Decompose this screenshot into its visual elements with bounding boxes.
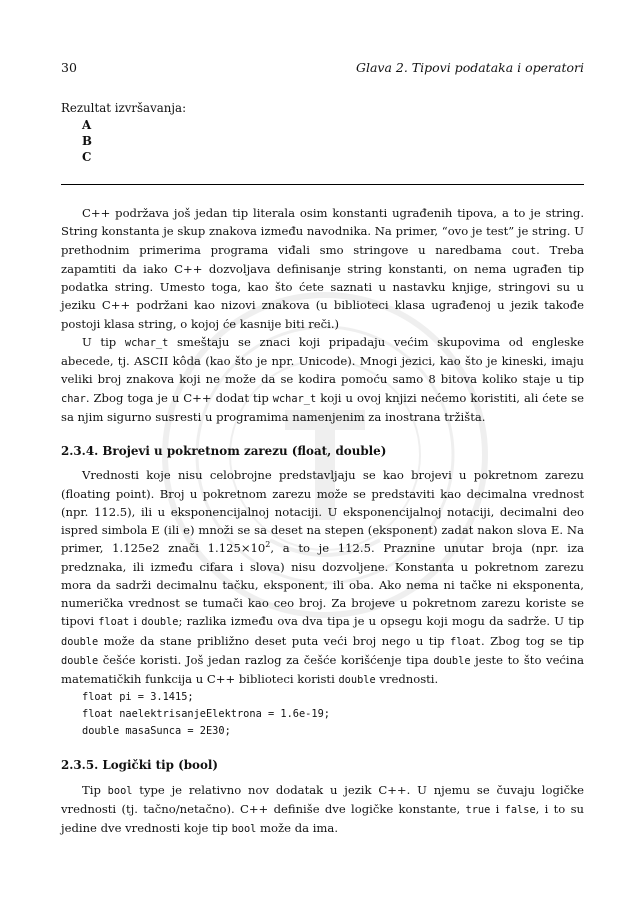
section-heading-floating-point: 2.3.4. Brojevi u pokretnom zarezu (float, double) (61, 444, 387, 458)
paragraph-string-literals: C++ podržava još jedan tip literala osim konstanti ugrađenih tipova, a to je string. String konstanta je skup znakova između navodnika. Na primer, “ovo je test” je string. U prethodnim primerima programa viđali smo stringove u naredbama cout. Treba zapamtiti da iako C++ dozvoljava definisanje string konstanti, on nema ugrađen tip podatka string. Umesto toga, kao što ćete saznati u nastavku knjige, stringovi su u jeziku C++ podržani kao nizovi znakova (u biblioteci klasa ugrađenoj u jezik takođe postoji klasa string, o kojoj će kasnije biti reči.) (61, 206, 585, 331)
code-line: float naelektrisanjeElektrona = 1.6e-19; (82, 708, 330, 721)
inline-code: bool (107, 784, 133, 797)
output-line: A (82, 118, 92, 132)
inline-code: float (98, 616, 130, 629)
inline-code: true (465, 803, 491, 816)
output-line: C (82, 150, 92, 164)
inline-code: cout (511, 244, 537, 257)
running-header (61, 60, 584, 78)
inline-code: double (61, 654, 99, 667)
code-listing (82, 689, 584, 740)
inline-code: wchar_t (124, 336, 169, 349)
code-line: float pi = 3.1415; (82, 691, 194, 704)
chapter-title: Glava 2. Tipovi podataka i operatori (355, 60, 584, 75)
section-heading-bool: 2.3.5. Logički tip (bool) (61, 758, 219, 773)
output-line: B (82, 134, 92, 148)
inline-code: float (450, 635, 482, 648)
inline-code: char (61, 392, 86, 405)
inline-code: double (61, 635, 99, 648)
inline-code: double (433, 654, 471, 667)
inline-code: bool (231, 823, 257, 835)
paragraph-wchar: U tip wchar_t smeštaju se znaci koji pripadaju većim skupovima od engleske abecede, tj. ASCII kôda (kao što je npr. Unicode). Mnogi jezici, kao što je kineski, imaju veliki broj znakova koji ne može da se kodira pomoću samo 8 bitova koliko staje u tip char. Zbog toga je u C++ dodat tip wchar_t koji u ovoj knjizi nećemo koristiti, ali ćete se sa njim sigurno susresti u programima namenjenim za inostrana tržišta. (61, 334, 584, 424)
paragraph-bool: Tip bool type je relativno nov dodatak u jezik C++. U njemu se čuvaju logičke vrednosti (tj. tačno/netačno). C++ definiše dve logičke konstante, true i false, i to su jedine dve vrednosti koje tip bool može da ima. (61, 782, 584, 835)
page-number: 30 (61, 60, 77, 75)
inline-code: double (141, 616, 179, 629)
body-text (61, 204, 584, 838)
inline-code: wchar_t (272, 392, 317, 405)
output-label: Rezultat izvršavanja: (61, 101, 187, 115)
inline-code: double (338, 674, 376, 686)
horizontal-rule (61, 184, 584, 185)
code-line: double masaSunca = 2E30; (82, 725, 231, 738)
program-output (61, 100, 186, 165)
paragraph-floating-point: Vrednosti koje nisu celobrojne predstavljaju se kao brojevi u pokretnom zarezu (floating point). Broj u pokretnom zarezu može se predstaviti kao decimalna vrednost (npr. 112.5), ili u eksponencijalnoj notaciji. U eksponencijalnoj notaciji, decimalni deo ispred simbola E (ili e) množi se sa deset na stepen (eksponent) zadat nakon slova E. Na primer, 1.125e2 znači $1.125\times 10^2$, a to je 112.5. Praznine unutar broja (npr. iza predznaka, ili između cifara i slova) nisu dozvoljene. Konstanta u pokretnom zarezu mora da sadrži decimalnu tačku, eksponent, ili oba. Ako nema ni tačke ni eksponenta, numerička vrednost se tumači kao ceo broj. Za brojeve u pokretnom zarezu koriste se tipovi float i double; razlika između ova dva tipa je u opsegu koji mogu da sadrže. U tip double može da stane približno deset puta veći broj nego u tip float. Zbog tog se tip double češće koristi. Još jedan razlog za češće korišćenje tipa double jeste to što većina matematičkih funkcija u C++ biblioteci koristi double vrednosti. (61, 468, 585, 686)
inline-code: false (504, 803, 536, 816)
